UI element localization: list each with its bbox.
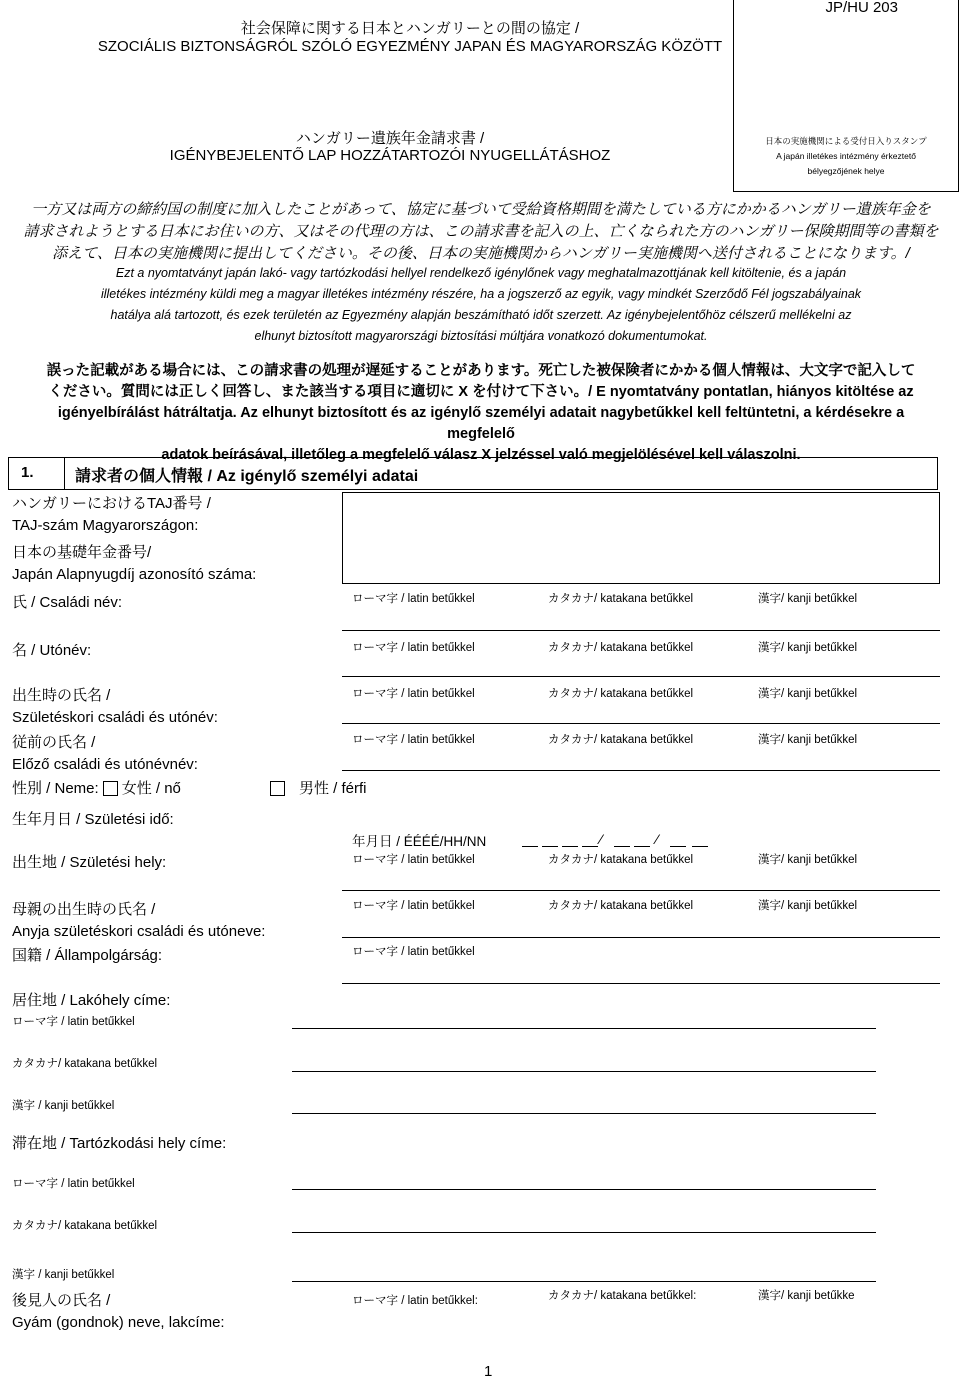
stay-kanji-label: 漢字 / kanji betűkkel: [12, 1269, 115, 1281]
stay-latin-field[interactable]: [292, 1189, 876, 1190]
gender-row: [12, 778, 181, 800]
birth-date-format: 年月日 / ÉÉÉÉ/HH/NN: [352, 834, 487, 849]
reception-stamp-box[interactable]: [733, 0, 959, 192]
birth-name-label: 出生時の氏名 / Születéskori családi és utónév:: [12, 687, 218, 726]
title-hungarian: SZOCIÁLIS BIZTONSÁGRÓL SZÓLÓ EGYEZMÉNY JAPAN ÉS MAGYARORSZÁG KÖZÖTT: [97, 38, 723, 55]
nationality-label: 国籍 / Állampolgárság:: [12, 947, 163, 964]
birth-name-field[interactable]: [342, 723, 940, 724]
male-option: [266, 778, 367, 800]
taj-number-label: ハンガリーにおけるTAJ番号 / TAJ-szám Magyarországon:: [12, 495, 211, 534]
stay-kanji-field[interactable]: [292, 1281, 876, 1282]
mother-name-katakana-label: カタカナ/ katakana betűkkel: [548, 900, 694, 912]
residence-latin-field[interactable]: [292, 1028, 876, 1029]
female-checkbox[interactable]: [103, 781, 118, 796]
divider: [64, 458, 65, 489]
section-number: 1.: [21, 464, 34, 481]
guardian-latin-label: ローマ字 / latin betűkkel:: [352, 1295, 478, 1307]
residence-katakana-label: カタカナ/ katakana betűkkel: [12, 1058, 158, 1070]
previous-name-kanji-label: 漢字/ kanji betűkkel: [758, 734, 858, 746]
previous-name-katakana-label: カタカナ/ katakana betűkkel: [548, 734, 694, 746]
section-title: 請求者の個人情報 / Az igénylő személyi adatai: [75, 468, 419, 485]
residence-kanji-label: 漢字 / kanji betűkkel: [12, 1100, 115, 1112]
birth-place-label: 出生地 / Születési hely:: [12, 854, 167, 871]
birth-name-kanji-label: 漢字/ kanji betűkkel: [758, 688, 858, 700]
birth-place-kanji-label: 漢字/ kanji betűkkel: [758, 854, 858, 866]
given-name-field[interactable]: [342, 676, 940, 677]
mother-name-label: 母親の出生時の氏名 / Anyja születéskori családi és utóneve:: [12, 901, 266, 940]
birth-name-latin-label: ローマ字 / latin betűkkel: [352, 688, 475, 700]
female-label: 女性 / nő: [121, 780, 181, 797]
mother-name-kanji-label: 漢字/ kanji betűkkel: [758, 900, 858, 912]
page-number: 1: [484, 1363, 493, 1380]
family-name-katakana-label: カタカナ/ katakana betűkkel: [548, 593, 694, 605]
gender-label: 性別 / Neme:: [12, 780, 99, 797]
birth-date-label: 生年月日 / Születési idő:: [12, 811, 174, 828]
guardian-kanji-label: 漢字/ kanji betűkke: [758, 1290, 855, 1302]
mother-name-latin-label: ローマ字 / latin betűkkel: [352, 900, 475, 912]
birth-name-katakana-label: カタカナ/ katakana betűkkel: [548, 688, 694, 700]
intro-hungarian: Ezt a nyomtatványt japán lakó- vagy tartózkodási hellyel rendelkező igénylőnek vagy meghatalmazottjának kell kitöltenie, és a japán illetékes intézmény küldi meg a magyar illetékes intézmény részére, ha a jogszerző az egyik, vagy mindkét Szerződő Fél jogszabályainak hatálya alá tartozott, és ezek területén az Egyezmény alapján beszámítható időt szerzett. Az igénybejelentőhöz célszerű mellékelni az elhunyt biztosított magyarországi biztosítási múltjára vonatkozó dokumentumokat.: [100, 266, 862, 343]
nationality-latin-label: ローマ字 / latin betűkkel: [352, 946, 475, 958]
male-label: 男性 / férfi: [299, 780, 367, 797]
taj-number-field[interactable]: [342, 492, 940, 584]
birth-place-latin-label: ローマ字 / latin betűkkel: [352, 854, 475, 866]
residence-latin-label: ローマ字 / latin betűkkel: [12, 1016, 135, 1028]
stamp-caption: 日本の実施機関による受付日入りスタンプ A japán illetékes intézmény érkeztető bélyegzőjének helye: [765, 136, 927, 176]
residence-address-label: 居住地 / Lakóhely címe:: [12, 992, 171, 1009]
given-name-label: 名 / Utónév:: [12, 642, 92, 659]
family-name-latin-label: ローマ字 / latin betűkkel: [352, 593, 475, 605]
stay-address-label: 滞在地 / Tartózkodási hely címe:: [12, 1135, 227, 1152]
given-name-latin-label: ローマ字 / latin betűkkel: [352, 642, 475, 654]
document-code: JP/HU 203: [825, 0, 898, 16]
given-name-katakana-label: カタカナ/ katakana betűkkel: [548, 642, 694, 654]
subtitle-hungarian: IGÉNYBEJELENTŐ LAP HOZZÁTARTOZÓI NYUGELLÁTÁSHOZ: [169, 147, 611, 164]
stay-katakana-field[interactable]: [292, 1232, 876, 1233]
mother-name-field[interactable]: [342, 937, 940, 938]
instructions-notice: 誤った記載がある場合には、この請求書の処理が遅延することがあります。死亡した被保険者にかかる個人情報は、大文字で記入して ください。質問には正しく回答し、また該当する項目に適切に X を付けて下さい。/ E nyomtatvány pontatlan, hiányos kitöltése az igényelbírálást hátráltatja. Az elhunyt biztosított és az igénylő személyi adatait nagybetűkkel kell feltüntetni, a kérdésekre a megfelelő adatok beírásával, illetőleg a megfelelő válasz X jelzéssel való megjelölésével kell válaszolni.: [46, 363, 916, 463]
previous-name-latin-label: ローマ字 / latin betűkkel: [352, 734, 475, 746]
residence-katakana-field[interactable]: [292, 1071, 876, 1072]
subtitle-japanese: ハンガリー遺族年金請求書 /: [295, 130, 485, 147]
title-japanese: 社会保障に関する日本とハンガリーとの間の協定 /: [240, 20, 580, 37]
stay-latin-label: ローマ字 / latin betűkkel: [12, 1178, 135, 1190]
previous-name-label: 従前の氏名 / Előző családi és utónévnév:: [12, 734, 198, 773]
japan-pension-number-label: 日本の基礎年金番号/ Japán Alapnyugdíj azonosító száma:: [12, 544, 257, 583]
guardian-katakana-label: カタカナ/ katakana betűkkel:: [548, 1290, 697, 1302]
nationality-field[interactable]: [342, 983, 940, 984]
family-name-label: 氏 / Családi név:: [12, 594, 123, 611]
residence-kanji-field[interactable]: [292, 1113, 876, 1114]
intro-japanese: 一方又は両方の締約国の制度に加入したことがあって、協定に基づいて受給資格期間を満たしている方にかかるハンガリー遺族年金を 請求されようとする日本にお住いの方、又はその代理の方は、この請求書を記入の上、亡くなられた方のハンガリー保険期間等の書類を 添えて、日本の実施機関に提出してください。その後、日本の実施機関からハンガリー実施機関へ送付されることになります。/: [23, 201, 939, 262]
birth-date-field[interactable]: ⁄ ⁄: [522, 846, 712, 847]
birth-place-field[interactable]: [342, 890, 940, 891]
family-name-field[interactable]: [342, 630, 940, 631]
birth-place-katakana-label: カタカナ/ katakana betűkkel: [548, 854, 694, 866]
given-name-kanji-label: 漢字/ kanji betűkkel: [758, 642, 858, 654]
guardian-label: 後見人の氏名 / Gyám (gondnok) neve, lakcíme:: [12, 1292, 225, 1331]
male-checkbox[interactable]: [270, 781, 285, 796]
family-name-kanji-label: 漢字/ kanji betűkkel: [758, 593, 858, 605]
previous-name-field[interactable]: [342, 770, 940, 771]
stay-katakana-label: カタカナ/ katakana betűkkel: [12, 1220, 158, 1232]
section-1-header: [8, 457, 938, 490]
